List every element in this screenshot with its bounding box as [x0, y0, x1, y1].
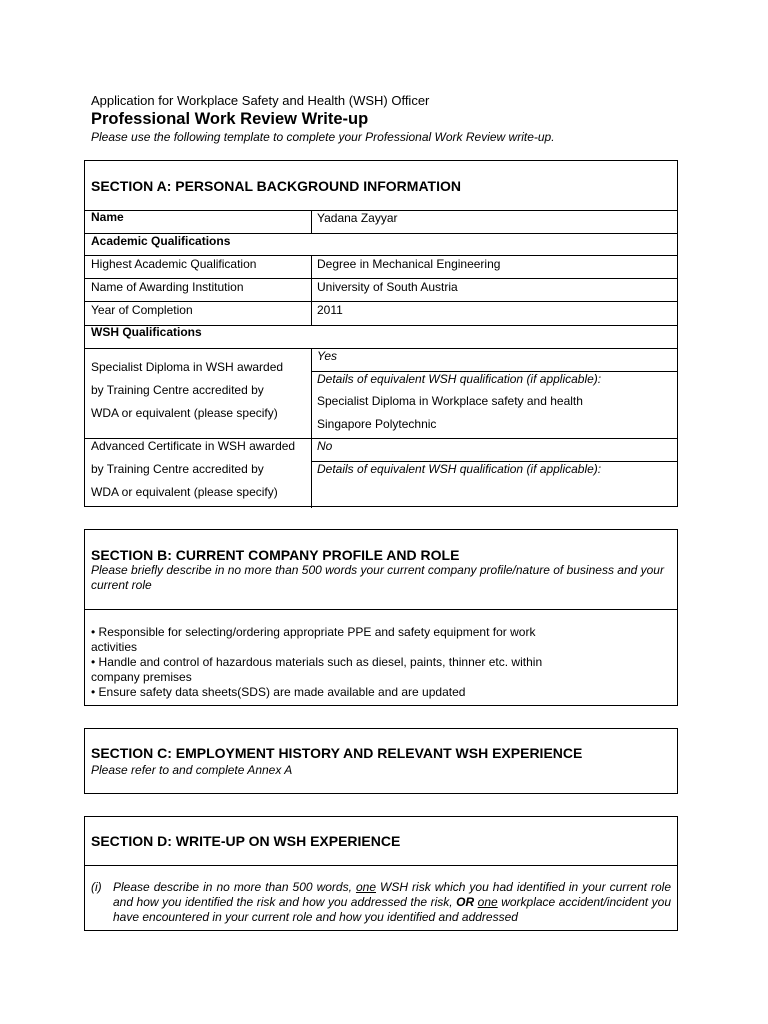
bullet-2-line1: • Handle and control of hazardous materials such as diesel, paints, thinner etc. within: [91, 655, 543, 669]
highest-qualification-value: Degree in Mechanical Engineering: [317, 257, 501, 271]
section-c-subtitle: Please refer to and complete Annex A: [91, 763, 293, 777]
specialist-diploma-label-line1: Specialist Diploma in WSH awarded: [91, 360, 284, 374]
section-a-box: [84, 160, 678, 507]
section-b-subtitle: Please briefly describe in no more than 500 words your current company profile/nature of business and your current role: [91, 563, 664, 592]
specialist-diploma-label-line2: by Training Centre accredited by: [91, 383, 264, 397]
section-d-title: SECTION D: WRITE-UP ON WSH EXPERIENCE: [91, 833, 401, 849]
bullet-3: • Ensure safety data sheets(SDS) are made available and are updated: [91, 685, 466, 699]
application-line: Application for Workplace Safety and Health (WSH) Officer: [91, 93, 430, 108]
year-of-completion-label: Year of Completion: [91, 303, 193, 317]
section-c-box: [84, 728, 678, 794]
awarding-institution-value: University of South Austria: [317, 280, 458, 294]
page-instruction: Please use the following template to complete your Professional Work Review write-up.: [91, 130, 555, 144]
advanced-certificate-answer: No: [317, 439, 333, 453]
bullet-1-line1: • Responsible for selecting/ordering appropriate PPE and safety equipment for work: [91, 625, 536, 639]
item-number: (i): [91, 880, 102, 894]
bullet-2-line2: company premises: [91, 670, 192, 684]
awarding-institution-label: Name of Awarding Institution: [91, 280, 244, 294]
section-b-box: [84, 529, 678, 706]
wsh-qualifications-header: WSH Qualifications: [91, 325, 202, 339]
specialist-details-label: Details of equivalent WSH qualification (if applicable):: [317, 372, 602, 386]
specialist-details-line1: Specialist Diploma in Workplace safety and health: [317, 394, 583, 408]
section-c-title: SECTION C: EMPLOYMENT HISTORY AND RELEVANT WSH EXPERIENCE: [91, 745, 583, 761]
advanced-certificate-label-line2: by Training Centre accredited by: [91, 462, 264, 476]
section-d-box: [84, 816, 678, 931]
section-d-prompt: (i) Please describe in no more than 500 words, one WSH risk which you had identified in your current role and how you identified the risk and how you addressed the risk, OR one workplace accident/incident you have encountered in your current role and how you identified and addressed: [91, 880, 672, 924]
section-b-title: SECTION B: CURRENT COMPANY PROFILE AND ROLE: [91, 547, 460, 563]
section-b-responsibilities: [91, 625, 542, 700]
specialist-diploma-label-line3: WDA or equivalent (please specify): [91, 406, 278, 420]
section-a-title: SECTION A: PERSONAL BACKGROUND INFORMATION: [91, 178, 461, 194]
bullet-1-line2: activities: [91, 640, 138, 654]
specialist-diploma-answer: Yes: [317, 349, 338, 363]
advanced-details-label: Details of equivalent WSH qualification (if applicable):: [317, 462, 602, 476]
highest-qualification-label: Highest Academic Qualification: [91, 257, 257, 271]
specialist-details-line2: Singapore Polytechnic: [317, 417, 437, 431]
advanced-certificate-label-line1: Advanced Certificate in WSH awarded: [91, 439, 296, 453]
advanced-certificate-label-line3: WDA or equivalent (please specify): [91, 485, 278, 499]
academic-qualifications-header: Academic Qualifications: [91, 234, 231, 248]
page-title: Professional Work Review Write-up: [91, 110, 369, 128]
year-of-completion-value: 2011: [317, 303, 343, 317]
name-value: Yadana Zayyar: [317, 211, 398, 225]
name-label: Name: [91, 210, 124, 224]
